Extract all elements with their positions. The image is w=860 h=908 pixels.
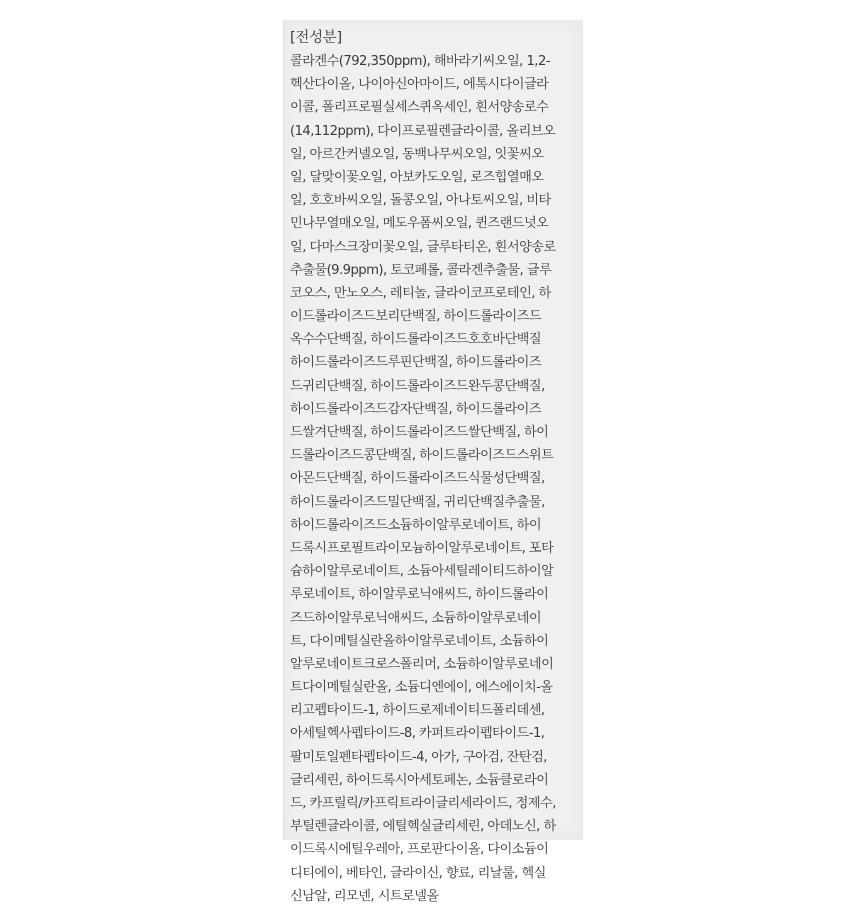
ingredient-line: 이드록시에틸우레아, 프로판다이올, 다이소듐이 bbox=[290, 842, 549, 858]
ingredient-line: 코오스, 만노오스, 레티놀, 글라이코프로테인, 하 bbox=[290, 285, 551, 301]
ingredient-line: 옥수수단백질, 하이드롤라이즈드호호바단백질 bbox=[290, 332, 542, 348]
ingredient-line: 일, 다마스크장미꽃오일, 글루타티온, 흰서양송로 bbox=[290, 239, 556, 255]
ingredient-line: 아몬드단백질, 하이드롤라이즈드식물성단백질, bbox=[290, 471, 545, 487]
ingredient-line: 즈드하이알루로닉애씨드, 소듐하이알루로네이 bbox=[290, 610, 542, 626]
ingredient-lines bbox=[290, 50, 576, 908]
ingredient-line: 이드롤라이즈드보리단백질, 하이드롤라이즈드 bbox=[290, 309, 542, 325]
ingredient-line: 리고펩타이드-1, 하이드로제네이티드폴리데센, bbox=[290, 703, 545, 719]
ingredients-heading: [전성분] bbox=[290, 30, 342, 46]
ingredient-line: 추출물(9.9ppm), 토코페롤, 콜라겐추출물, 글루 bbox=[290, 262, 552, 278]
ingredient-line: 팔미토일펜타펩타이드-4, 아가, 구아검, 잔탄검, bbox=[290, 749, 547, 765]
ingredient-line: (14,112ppm), 다이프로필렌글라이콜, 올리브오 bbox=[290, 123, 556, 139]
ingredient-line: 하이드롤라이즈드루핀단백질, 하이드롤라이즈 bbox=[290, 355, 542, 371]
ingredient-line: 부틸렌글라이콜, 에틸헥실글리세린, 아데노신, 하 bbox=[290, 819, 556, 835]
ingredient-line: 신남알, 리모넨, 시트로넬올 bbox=[290, 888, 439, 904]
ingredient-line: 하이드롤라이즈드밀단백질, 귀리단백질추출물, bbox=[290, 494, 545, 510]
ingredient-line: 일, 호호바씨오일, 돌콩오일, 아나토씨오일, 비타 bbox=[290, 193, 551, 209]
ingredient-line: 슘하이알루로네이트, 소듐아세틸레이티드하이알 bbox=[290, 564, 554, 580]
ingredient-line: 이콜, 폴리프로필실세스퀴옥세인, 흰서양송로수 bbox=[290, 100, 549, 116]
ingredient-list bbox=[290, 26, 576, 908]
ingredient-line: 글리세린, 하이드록시아세토페논, 소듐클로라이 bbox=[290, 772, 549, 788]
ingredient-line: 트다이메틸실란올, 소듐디엔에이, 에스에이치-올 bbox=[290, 680, 553, 696]
ingredient-line: 콜라겐수(792,350ppm), 해바라기씨오일, 1,2- bbox=[290, 54, 550, 69]
ingredient-line: 루로네이트, 하이알루로닉애씨드, 하이드롤라이 bbox=[290, 587, 549, 603]
ingredient-line: 아세틸헥사펩타이드-8, 카퍼트라이펩타이드-1, bbox=[290, 726, 545, 742]
ingredient-line: 드, 카프릴릭/카프릭트라이글리세라이드, 정제수, bbox=[290, 796, 556, 811]
ingredient-line: 드롤라이즈드콩단백질, 하이드롤라이즈드스위트 bbox=[290, 448, 554, 464]
ingredient-line: 하이드롤라이즈드감자단백질, 하이드롤라이즈 bbox=[290, 401, 542, 417]
ingredient-line: 드귀리단백질, 하이드롤라이즈드완두콩단백질, bbox=[290, 378, 545, 394]
ingredient-line: 트, 다이메틸실란올하이알루로네이트, 소듐하이 bbox=[290, 633, 549, 649]
ingredient-line: 민나무열매오일, 메도우폼씨오일, 퀸즈랜드넛오 bbox=[290, 216, 549, 232]
ingredient-line: 알루로네이트크로스폴리머, 소듐하이알루로네이 bbox=[290, 656, 554, 672]
ingredient-line: 일, 아르간커넬오일, 동백나무씨오일, 잇꽃씨오 bbox=[290, 146, 544, 162]
ingredient-line: 드쌀겨단백질, 하이드롤라이즈드쌀단백질, 하이 bbox=[290, 425, 549, 440]
ingredient-line: 하이드롤라이즈드소듐하이알루로네이트, 하이 bbox=[290, 517, 542, 533]
ingredient-line: 일, 달맞이꽃오일, 아보카도오일, 로즈힙열매오 bbox=[290, 169, 544, 185]
ingredient-line: 헥산다이올, 나이아신아마이드, 에톡시다이글라 bbox=[290, 77, 549, 93]
ingredient-line: 드록시프로필트라이모늄하이알루로네이트, 포타 bbox=[290, 540, 554, 556]
ingredient-line: 디티에이, 베타인, 글라이신, 향료, 리날룰, 헥실 bbox=[290, 865, 546, 881]
